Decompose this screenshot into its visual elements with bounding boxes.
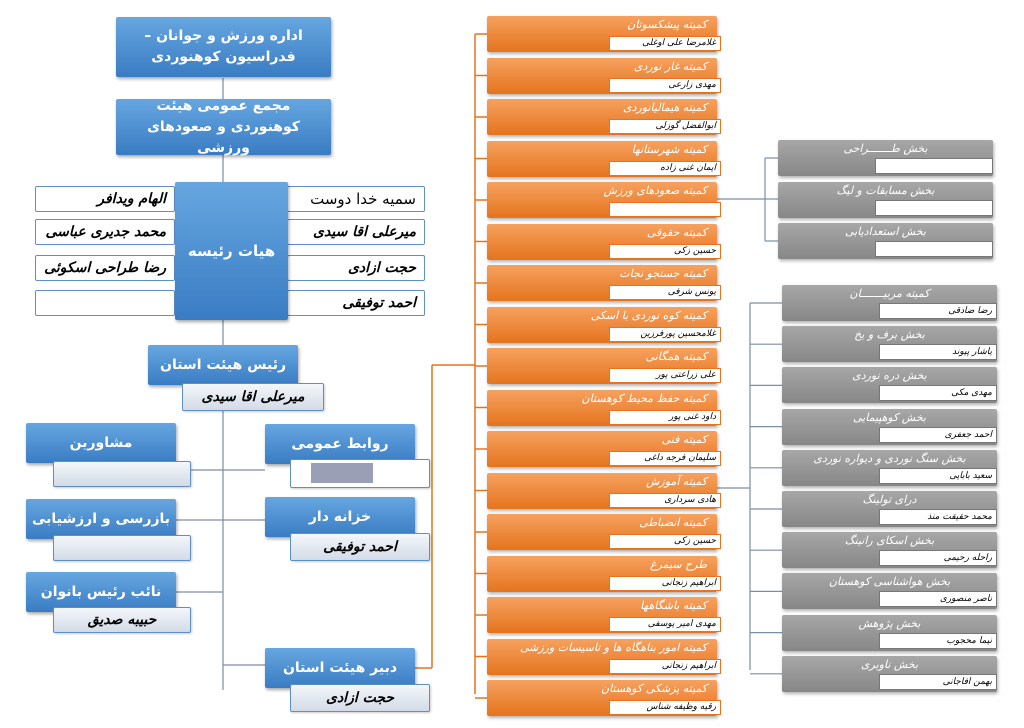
- section-head-name: سعید بابایی: [879, 468, 997, 484]
- section-box: [782, 491, 997, 527]
- committee-box: [487, 58, 717, 94]
- committee-box: [487, 348, 717, 384]
- treasurer-box: [265, 497, 415, 537]
- committee-head-name: حسین زکی: [609, 534, 721, 549]
- committee-head-name: ابوالفضل گوزلی: [609, 119, 721, 134]
- member-name: احمد توفیقی: [342, 295, 416, 311]
- section-title: بخش استعدادیابی: [845, 225, 926, 238]
- committee-head-name: هادی سرداری: [609, 493, 721, 508]
- committee-box: [487, 16, 717, 52]
- committee-title: کمیته جستجو نجات: [619, 267, 707, 280]
- member-name: محمد جدیری عباسی: [45, 224, 166, 240]
- committee-title: کمیته حقوقی: [646, 225, 707, 239]
- section-title: بخش ناوبری: [860, 657, 919, 671]
- committee-box: [487, 141, 717, 177]
- section-title: بخش اسکای رانینگ: [844, 534, 935, 548]
- board-member-right-1: [287, 186, 425, 212]
- section-title: بخش پژوهش: [858, 616, 921, 630]
- committee-box: [487, 182, 717, 218]
- board-title: هیات رئیسه: [187, 241, 276, 260]
- section-head-name: یاشار پیوند: [879, 344, 997, 360]
- board-member-left-2: [35, 219, 175, 245]
- committee-head-name: غلامحسین پورفرزین: [609, 327, 721, 342]
- section-box: [782, 656, 997, 692]
- pr-name-placeholder: [311, 463, 373, 483]
- section-box: [778, 182, 993, 218]
- section-title: درای تولینگ: [862, 493, 917, 506]
- secretary-name: حجت ازادی: [325, 690, 395, 706]
- org-title: اداره ورزش و جوانان – فدراسیون کوهنوردی: [144, 28, 303, 65]
- committee-head-name: رقیه وظیفه شناس: [609, 700, 721, 715]
- section-title: بخش مسابقات و لیگ: [836, 183, 935, 197]
- committee-box: [487, 307, 717, 343]
- section-box: [782, 450, 997, 486]
- section-title: بخش دره نوردی: [852, 369, 927, 383]
- committee-head-name: غلامرضا علی اوغلی: [609, 36, 721, 51]
- committee-title: کمیته صعودهای ورزش: [603, 184, 707, 197]
- committee-title: کمیته پزشکی کوهستان: [601, 682, 707, 695]
- secretary-title: دبیر هیئت استان: [282, 659, 398, 676]
- section-title: بخش سنگ نوردی و دیواره نوردی: [813, 451, 966, 465]
- committee-title: کمیته شهرستانها: [631, 142, 707, 156]
- committee-box: [487, 390, 717, 426]
- committee-head-name: علی زراعتی پور: [609, 368, 721, 383]
- pr-name-box: [290, 459, 430, 488]
- committee-box: [487, 639, 717, 675]
- treasurer-name-box: [290, 533, 430, 561]
- vice-women-box: [26, 572, 176, 612]
- committee-box: [487, 265, 717, 301]
- advisors-title: مشاورین: [69, 434, 133, 451]
- section-box: [782, 615, 997, 651]
- committee-head-name: ابراهیم زنجانی: [609, 576, 721, 591]
- committee-box: [487, 473, 717, 509]
- assembly-title: مجمع عمومی هیئت کوهنوردی و صعودهای ورزشی: [147, 97, 300, 156]
- section-head-name: احمد جعفری: [879, 427, 997, 443]
- section-box: [778, 223, 993, 259]
- secretary-name-box: [290, 684, 430, 712]
- section-box: [782, 409, 997, 445]
- committee-head-name: حسین زکی: [609, 244, 721, 259]
- committee-title: کمیته باشگاهها: [640, 599, 707, 612]
- committee-box: [487, 514, 717, 550]
- section-title: کمیته مربیـــــــان: [849, 287, 930, 300]
- committee-box: [487, 556, 717, 592]
- section-head-name: ناصر منصوری: [879, 591, 997, 607]
- committee-title: کمیته انضباطی: [639, 516, 707, 529]
- inspection-title: بازرسی و ارزشیابی: [31, 510, 171, 527]
- inspection-name-box: [53, 535, 191, 561]
- org-box: [116, 17, 331, 77]
- committee-title: کمیته حفظ محیط کوهستان: [581, 391, 707, 405]
- committee-title: کمیته کوه نوردی با اسکی: [590, 308, 707, 322]
- member-name: حجت ازادی: [347, 260, 416, 276]
- section-box: [782, 573, 997, 609]
- president-box: [148, 345, 298, 385]
- advisors-name-box: [53, 461, 191, 487]
- board-box: [175, 182, 288, 320]
- committee-box: [487, 597, 717, 633]
- committee-title: کمیته امور بناهگاه ها و تاسیسات ورزشی: [519, 640, 707, 654]
- section-box: [782, 285, 997, 321]
- assembly-box: [116, 99, 331, 155]
- committee-head-name: سلیمان فرجه داغی: [609, 451, 721, 466]
- section-head-name: بهمن افاجانی: [879, 674, 997, 690]
- pr-box: [265, 424, 415, 464]
- committee-title: طرح سیمرغ: [650, 557, 707, 571]
- member-name: سمیه خدا دوست: [310, 190, 416, 208]
- member-name: میرعلی اقا سیدی: [313, 224, 416, 240]
- section-head-name: [875, 200, 993, 216]
- committee-box: [487, 680, 717, 716]
- section-title: بخش طـــــــراحی: [843, 142, 928, 155]
- section-title: بخش برف و یخ: [854, 328, 925, 342]
- section-box: [782, 532, 997, 568]
- board-member-left-4: [35, 290, 175, 316]
- section-head-name: مهدی مکی: [879, 385, 997, 401]
- committee-title: کمیته همگانی: [645, 350, 707, 363]
- committee-title: کمیته غار نوردی: [633, 59, 707, 73]
- section-head-name: رضا ضادقی: [879, 303, 997, 319]
- committee-title: کمیته هیمالیانوردی: [622, 101, 707, 114]
- committee-head-name: [609, 202, 721, 217]
- president-name: میرعلی اقا سیدی: [201, 389, 305, 405]
- board-member-right-4: [287, 290, 425, 316]
- section-head-name: [875, 158, 993, 174]
- section-box: [782, 326, 997, 362]
- section-head-name: نیما محجوب: [879, 633, 997, 649]
- section-title: بخش کوهپیمایی: [853, 410, 926, 424]
- committee-head-name: ایمان غنی زاده: [609, 161, 721, 176]
- section-box: [782, 367, 997, 403]
- board-member-right-3: [287, 255, 425, 281]
- committee-title: کمیته پیشکسوتان: [627, 18, 707, 31]
- member-name: الهام ویدافر: [97, 191, 166, 207]
- vice-women-title: نائب رئیس بانوان: [40, 583, 162, 600]
- board-member-left-3: [35, 255, 175, 281]
- section-head-name: [875, 241, 993, 257]
- committee-head-name: یونس شرفی: [609, 285, 721, 300]
- committee-head-name: داود غنی پور: [609, 410, 721, 425]
- committee-head-name: مهدی زارعی: [609, 78, 721, 93]
- president-title: رئیس هیئت استان: [160, 356, 287, 373]
- member-name: رضا طراحی اسکوئی: [44, 260, 166, 276]
- committee-title: کمیته فنی: [661, 433, 707, 446]
- treasurer-name: احمد توفیقی: [323, 539, 397, 555]
- committee-box: [487, 224, 717, 260]
- pr-title: روابط عمومی: [291, 435, 389, 452]
- inspection-box: [26, 499, 176, 539]
- section-head-name: محمد حقیقت منذ: [879, 509, 997, 525]
- secretary-box: [265, 648, 415, 688]
- treasurer-title: خزانه دار: [308, 508, 372, 525]
- advisors-box: [26, 423, 176, 463]
- committee-box: [487, 431, 717, 467]
- vice-women-name-box: [53, 607, 191, 633]
- section-box: [778, 140, 993, 176]
- committee-box: [487, 99, 717, 135]
- section-head-name: راحله رحیمی: [879, 550, 997, 566]
- section-title: بخش هواشناسی کوهستان: [828, 575, 951, 589]
- committee-title: کمیته آموزش: [646, 474, 707, 488]
- board-member-right-2: [287, 219, 425, 245]
- committee-head-name: ابراهیم زنجانی: [609, 659, 721, 674]
- president-name-box: [182, 383, 324, 411]
- committee-head-name: مهدی امیر یوسفی: [609, 617, 721, 632]
- board-member-left-1: [35, 186, 175, 212]
- vice-women-name: حبیبه صدیق: [87, 612, 157, 628]
